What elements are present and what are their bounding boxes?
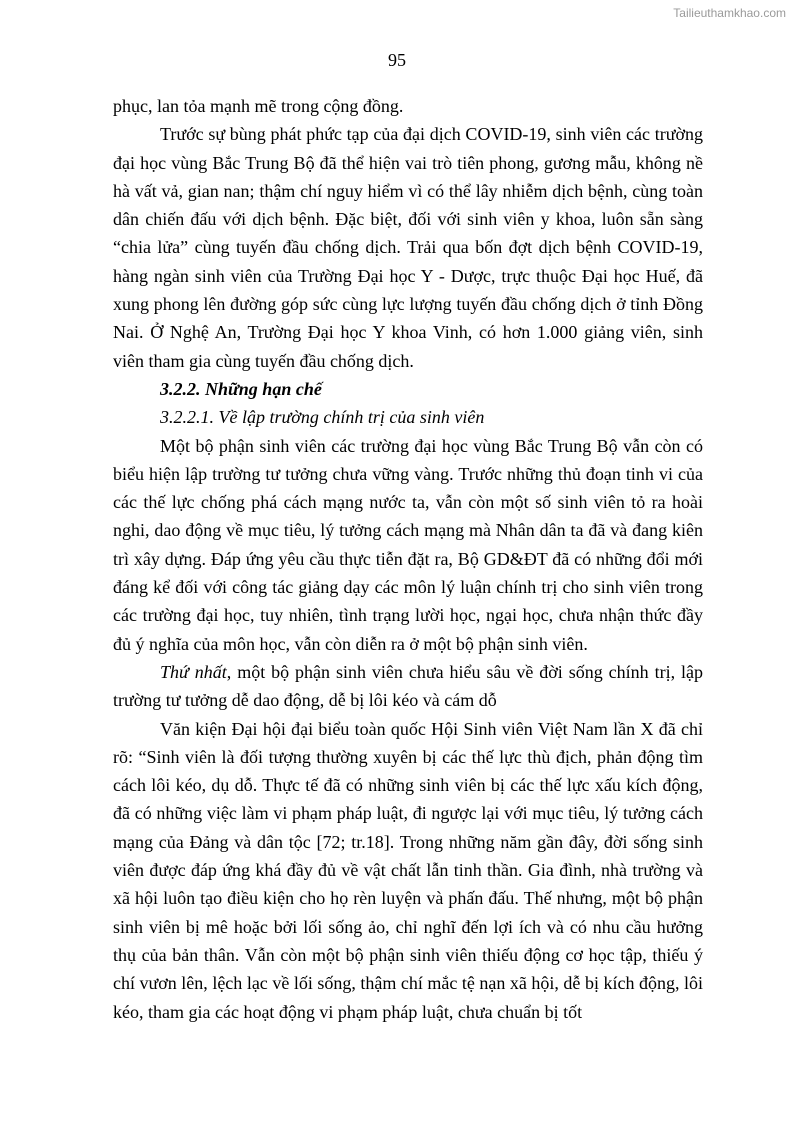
watermark: Tailieuthamkhao.com (673, 6, 786, 20)
section-heading: 3.2.2. Những hạn chế (160, 378, 322, 399)
subsection-heading: 3.2.2.1. Về lập trường chính trị của sinh viên (160, 407, 485, 428)
first-point-text: , một bộ phận sinh viên chưa hiểu sâu về đời sống chính trị, lập trường tư tưởng dễ dao động, dễ bị lôi kéo và cám dỗ (113, 661, 703, 711)
paragraph-political-stance: Một bộ phận sinh viên các trường đại học vùng Bắc Trung Bộ vẫn còn có biểu hiện lập trường tư tưởng chưa vững vàng. Trước những thủ đoạn tinh vi của các thế lực chống phá cách mạng nước ta, vẫn còn một số sinh viên tỏ ra hoài nghi, dao động về mục tiêu, lý tưởng cách mạng mà Nhân dân ta đã và đang kiên trì xây dựng. Đáp ứng yêu cầu thực tiễn đặt ra, Bộ GD&ĐT đã có những đổi mới đáng kể đối với công tác giảng dạy các môn lý luận chính trị cho sinh viên trong các trường đại học, tuy nhiên, tình trạng lười học, ngại học, chưa nhận thức đầy đủ ý nghĩa của môn học, vẫn còn diễn ra ở một bộ phận sinh viên. (113, 435, 703, 654)
document-body (113, 92, 703, 1026)
paragraph-covid: Trước sự bùng phát phức tạp của đại dịch COVID-19, sinh viên các trường đại học vùng Bắc Trung Bộ đã thể hiện vai trò tiên phong, gương mẫu, không nề hà vất vả, gian nan; thậm chí nguy hiểm vì có thể lây nhiễm dịch bệnh, cùng toàn dân chiến đấu với dịch bệnh. Đặc biệt, đối với sinh viên y khoa, luôn sẵn sàng “chia lửa” cùng tuyến đầu chống dịch. Trải qua bốn đợt dịch bệnh COVID-19, hàng ngàn sinh viên của Trường Đại học Y - Dược, trực thuộc Đại học Huế, đã xung phong lên đường góp sức cùng lực lượng tuyến đầu chống dịch ở tỉnh Đồng Nai. Ở Nghệ An, Trường Đại học Y khoa Vinh, có hơn 1.000 giảng viên, sinh viên tham gia cùng tuyến đầu chống dịch. (113, 124, 703, 371)
first-point-lead: Thứ nhất (160, 661, 227, 682)
paragraph-continuation: phục, lan tỏa mạnh mẽ trong cộng đồng. (113, 96, 404, 116)
page-number: 95 (388, 50, 406, 70)
paragraph-congress-document: Văn kiện Đại hội đại biểu toàn quốc Hội Sinh viên Việt Nam lần X đã chỉ rõ: “Sinh viên là đối tượng thường xuyên bị các thế lực thù địch, phản động tìm cách lôi kéo, dụ dỗ. Thực tế đã có những sinh viên bị các thế lực xấu kích động, đã có những việc làm vi phạm pháp luật, đi ngược lại với mục tiêu, lý tưởng cách mạng của Đảng và dân tộc [72; tr.18]. Trong những năm gần đây, đời sống sinh viên được đáp ứng khá đầy đủ về vật chất lẫn tinh thần. Gia đình, nhà trường và xã hội luôn tạo điều kiện cho họ rèn luyện và phấn đấu. Thế nhưng, một bộ phận sinh viên bị mê hoặc bởi lối sống ảo, chỉ nghĩ đến lợi ích và có nhu cầu hưởng thụ của bản thân. Vẫn còn một bộ phận sinh viên thiếu động cơ học tập, thiếu ý chí vươn lên, lệch lạc về lối sống, thậm chí mắc tệ nạn xã hội, dễ bị kích động, lôi kéo, tham gia các hoạt động vi phạm pháp luật, chưa chuẩn bị tốt (113, 718, 703, 1022)
paragraph-first-point (113, 658, 703, 715)
